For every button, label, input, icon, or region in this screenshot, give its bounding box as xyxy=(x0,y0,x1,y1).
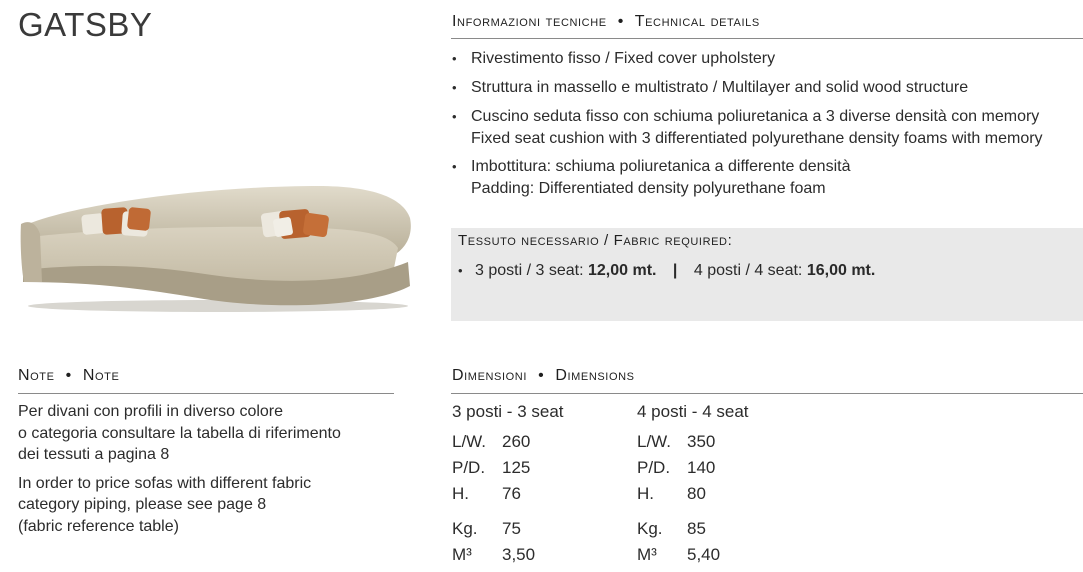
fabric-3seat-value: 12,00 mt. xyxy=(587,262,657,279)
dim-key: M³ xyxy=(637,545,657,564)
list-item-text: Cuscino seduta fisso con schiuma poliuretanica a 3 diverse densità con memory xyxy=(471,108,1040,125)
dim-row xyxy=(637,432,715,452)
dim-value: 350 xyxy=(687,432,716,451)
technical-list xyxy=(452,48,1082,200)
product-title: GATSBY xyxy=(18,6,153,43)
fabric-line xyxy=(458,262,875,280)
dim-value: 80 xyxy=(687,484,706,503)
dim-value: 85 xyxy=(687,519,706,538)
notes-line: (fabric reference table) xyxy=(18,517,179,535)
notes-rule xyxy=(18,393,394,394)
fabric-4seat-value: 16,00 mt. xyxy=(806,262,876,279)
heading-separator: • xyxy=(617,13,624,30)
dimensions-rule xyxy=(451,393,1083,394)
dim-key: P/D. xyxy=(637,458,671,477)
list-item-text: Struttura in massello e multistrato / Multilayer and solid wood structure xyxy=(471,79,969,96)
dim-value: 260 xyxy=(502,432,531,451)
dim-value: 3,50 xyxy=(502,545,536,564)
dim-col-title: 3 posti - 3 seat xyxy=(452,402,564,421)
list-item xyxy=(452,106,1082,150)
dimensions-heading xyxy=(452,367,635,385)
dim-row xyxy=(637,545,720,565)
fabric-heading: Tessuto necessario / Fabric required: xyxy=(458,232,733,249)
dim-value: 140 xyxy=(687,458,716,477)
list-item xyxy=(452,156,1082,200)
notes-line: Per divani con profili in diverso colore xyxy=(18,403,284,420)
heading-separator: • xyxy=(538,367,545,384)
dim-value: 125 xyxy=(502,458,531,477)
fabric-4seat-label: 4 posti / 4 seat: xyxy=(693,262,803,279)
dim-row xyxy=(637,519,706,539)
fabric-divider: | xyxy=(672,262,678,279)
dim-row xyxy=(452,519,521,539)
dim-value: 76 xyxy=(502,484,521,503)
notes-line: dei tessuti a pagina 8 xyxy=(18,446,170,463)
notes-heading xyxy=(18,367,119,385)
list-item-text-en: Fixed seat cushion with 3 differentiated polyurethane density foams with memory xyxy=(471,130,1043,147)
technical-heading-it: Informazioni tecniche xyxy=(452,13,607,30)
dim-key: P/D. xyxy=(452,458,486,477)
notes-heading-en: Note xyxy=(82,367,120,384)
heading-separator: • xyxy=(65,367,72,384)
list-item xyxy=(452,48,1082,70)
sofa-image xyxy=(18,178,418,313)
dim-value: 5,40 xyxy=(687,545,721,564)
fabric-3seat-label: 3 posti / 3 seat: xyxy=(475,262,584,279)
notes-para-en xyxy=(18,473,398,538)
list-item-text: Imbottitura: schiuma poliuretanica a differente densità xyxy=(471,158,851,175)
dim-key: M³ xyxy=(452,545,472,564)
technical-heading-en: Technical details xyxy=(634,13,760,30)
dim-row xyxy=(637,458,715,478)
technical-rule xyxy=(451,38,1083,39)
dim-row xyxy=(452,484,521,504)
dim-value: 75 xyxy=(502,519,521,538)
notes-heading-it: Note xyxy=(18,367,55,384)
dimensions-heading-it: Dimensioni xyxy=(452,367,528,384)
dim-key: H. xyxy=(452,484,469,503)
list-item-text: Rivestimento fisso / Fixed cover upholstery xyxy=(471,50,776,67)
fabric-bullet: • xyxy=(458,263,463,278)
dim-key: Kg. xyxy=(637,519,663,538)
dim-key: L/W. xyxy=(637,432,672,451)
dim-row xyxy=(452,432,530,452)
notes-body xyxy=(18,401,398,544)
list-item xyxy=(452,77,1082,99)
notes-para-it xyxy=(18,401,398,466)
dimensions-heading-en: Dimensions xyxy=(555,367,635,384)
dim-row xyxy=(637,484,706,504)
notes-line: In order to price sofas with different fabric xyxy=(18,474,312,492)
notes-line: category piping, please see page 8 xyxy=(18,496,267,513)
technical-heading xyxy=(452,13,760,31)
notes-line: o categoria consultare la tabella di riferimento xyxy=(18,424,341,442)
dim-row xyxy=(452,458,530,478)
dim-key: Kg. xyxy=(452,519,478,538)
dim-col-title: 4 posti - 4 seat xyxy=(637,402,749,421)
dim-row xyxy=(452,545,535,565)
dim-key: L/W. xyxy=(452,432,487,451)
dim-key: H. xyxy=(637,484,654,503)
list-item-text-en: Padding: Differentiated density polyurethane foam xyxy=(471,180,826,197)
